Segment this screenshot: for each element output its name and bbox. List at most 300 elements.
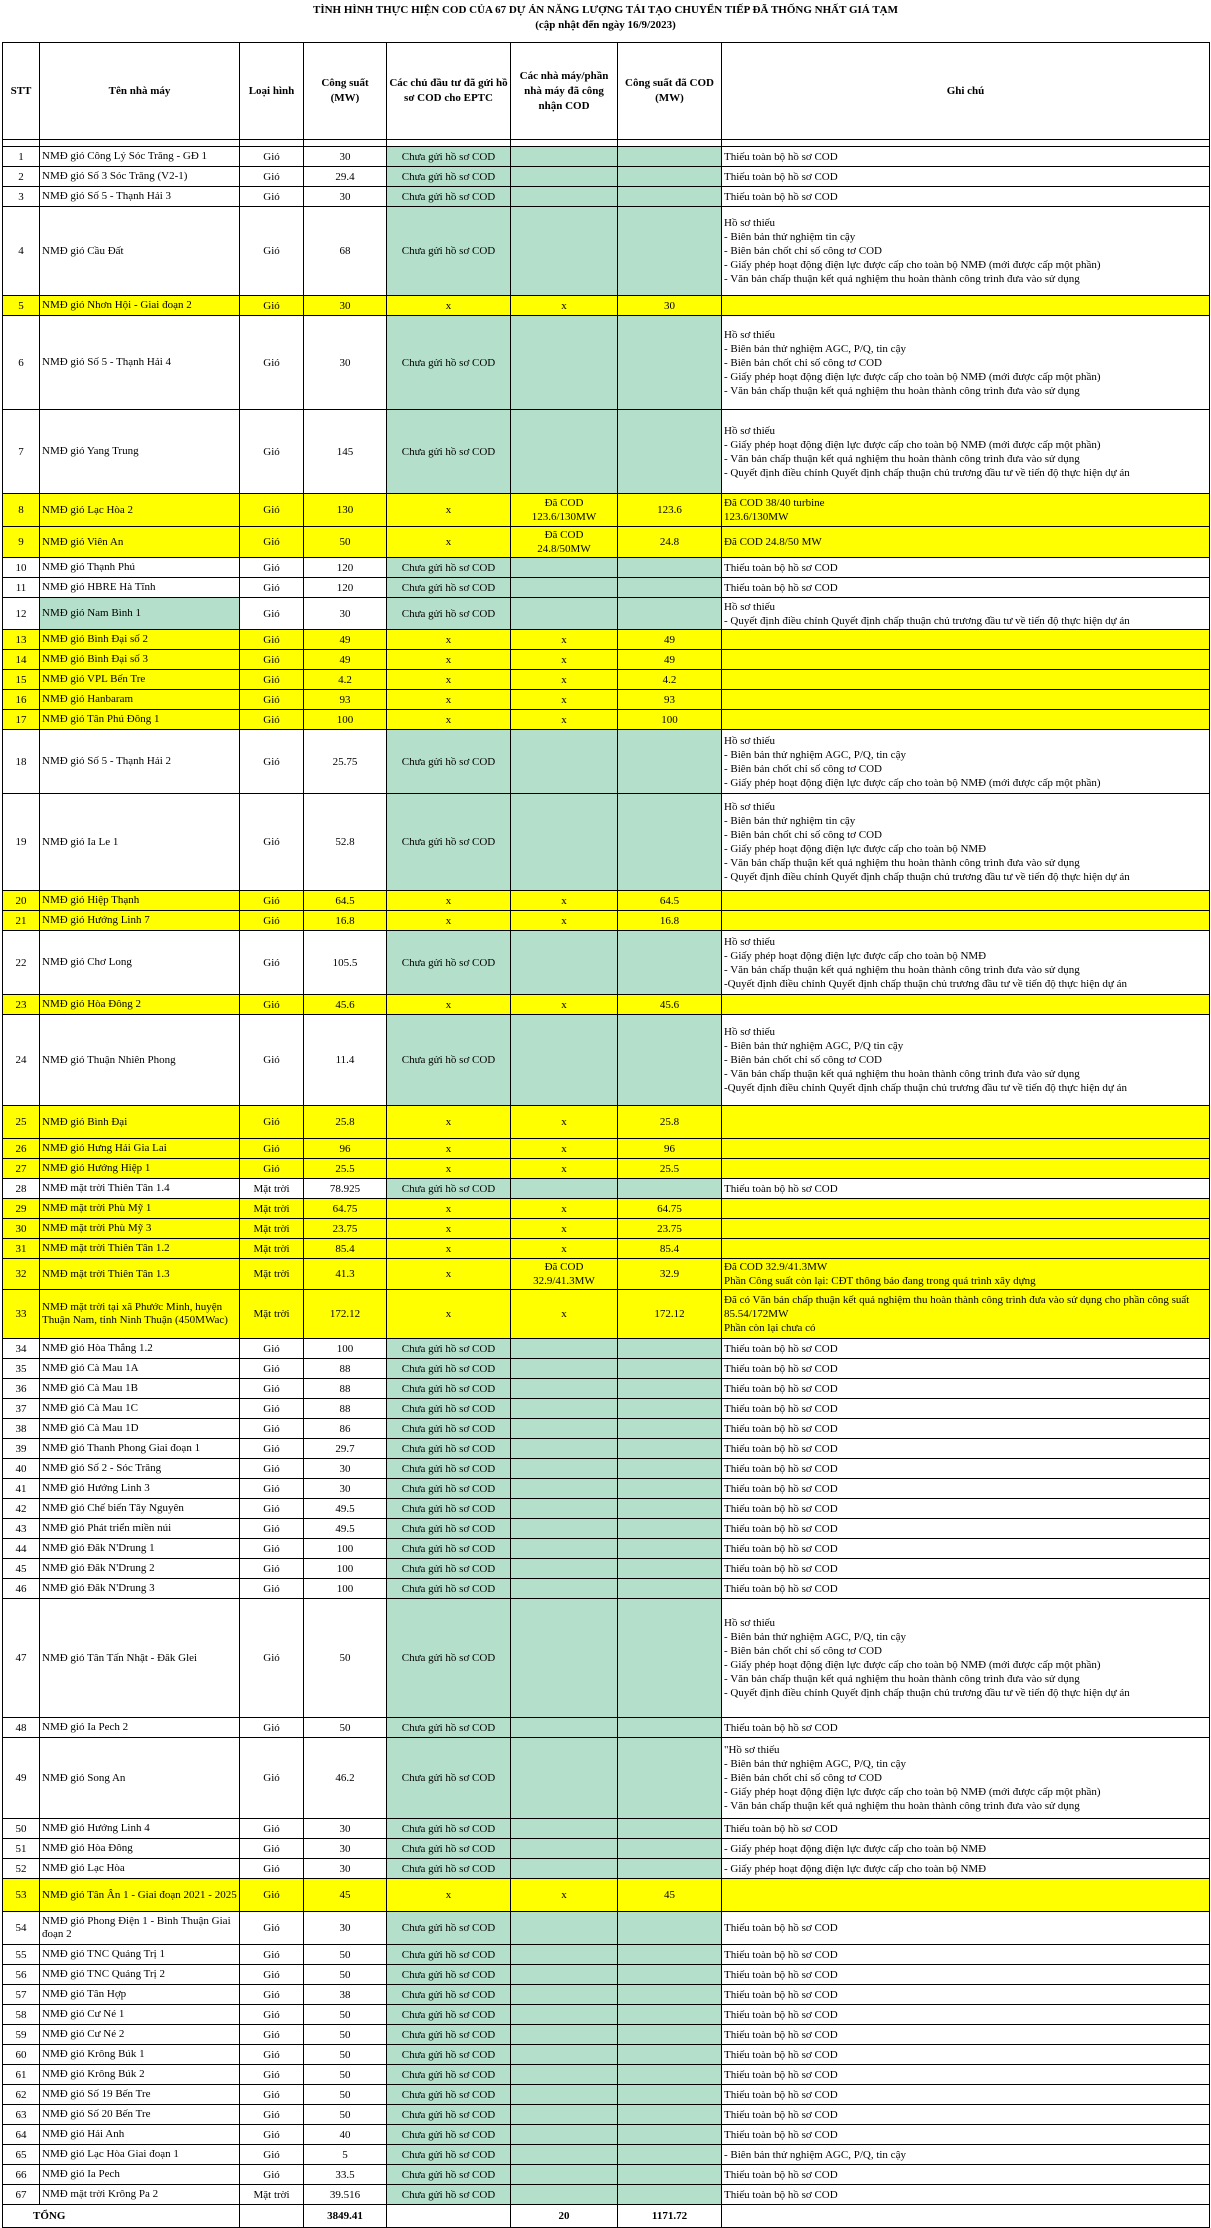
- row-sent-cod: x: [387, 630, 511, 650]
- row-plant-name: NMĐ gió Hướng Linh 3: [40, 1479, 240, 1499]
- row-type: Gió: [240, 794, 304, 891]
- row-plant-name: NMĐ gió Hướng Linh 4: [40, 1819, 240, 1839]
- row-capacity: 105.5: [304, 931, 387, 995]
- table-row: [3, 2005, 1210, 2025]
- row-sent-cod: Chưa gửi hồ sơ COD: [387, 730, 511, 794]
- row-capacity: 5: [304, 2145, 387, 2165]
- row-sent-cod: Chưa gửi hồ sơ COD: [387, 1839, 511, 1859]
- header-cod-capacity: Công suất đã COD (MW): [618, 43, 722, 140]
- row-type: Gió: [240, 1579, 304, 1599]
- row-stt: 60: [3, 2045, 40, 2065]
- table-row: [3, 730, 1210, 794]
- row-recognized-cod: x: [511, 1239, 618, 1259]
- row-sent-cod: Chưa gửi hồ sơ COD: [387, 1379, 511, 1399]
- row-plant-name: NMĐ gió Nhơn Hội - Giai đoạn 2: [40, 296, 240, 316]
- row-plant-name: NMĐ gió Lạc Hòa Giai đoạn 1: [40, 2145, 240, 2165]
- row-type: Gió: [240, 1819, 304, 1839]
- row-sent-cod: Chưa gửi hồ sơ COD: [387, 2085, 511, 2105]
- row-stt: 8: [3, 494, 40, 527]
- table-row: [3, 1419, 1210, 1439]
- row-recognized-cod: x: [511, 911, 618, 931]
- row-sent-cod: Chưa gửi hồ sơ COD: [387, 1359, 511, 1379]
- row-cod-capacity: 49: [618, 650, 722, 670]
- table-row: [3, 1219, 1210, 1239]
- row-sent-cod: Chưa gửi hồ sơ COD: [387, 1819, 511, 1839]
- row-cod-capacity: [618, 316, 722, 410]
- table-row: [3, 710, 1210, 730]
- row-plant-name: NMĐ gió Thanh Phong Giai đoạn 1: [40, 1439, 240, 1459]
- row-sent-cod: x: [387, 710, 511, 730]
- row-sent-cod: x: [387, 690, 511, 710]
- row-recognized-cod: [511, 147, 618, 167]
- row-cod-capacity: [618, 794, 722, 891]
- row-note: - Giấy phép hoạt động điện lực được cấp cho toàn bộ NMĐ: [722, 1839, 1210, 1859]
- table-row: [3, 2165, 1210, 2185]
- table-row: [3, 598, 1210, 630]
- table-row: [3, 2085, 1210, 2105]
- row-stt: 17: [3, 710, 40, 730]
- row-capacity: 30: [304, 1912, 387, 1945]
- row-stt: 22: [3, 931, 40, 995]
- row-type: Gió: [240, 911, 304, 931]
- row-sent-cod: Chưa gửi hồ sơ COD: [387, 1559, 511, 1579]
- row-recognized-cod: [511, 2105, 618, 2125]
- row-plant-name: NMĐ gió Krông Búk 1: [40, 2045, 240, 2065]
- row-recognized-cod: [511, 931, 618, 995]
- total-capacity: 3849.41: [304, 2205, 387, 2228]
- row-cod-capacity: 25.8: [618, 1106, 722, 1139]
- row-type: Gió: [240, 1139, 304, 1159]
- table-row: [3, 1239, 1210, 1259]
- row-recognized-cod: [511, 598, 618, 630]
- total-empty-type: [240, 2205, 304, 2228]
- row-type: Mặt trời: [240, 1259, 304, 1290]
- row-capacity: 30: [304, 1839, 387, 1859]
- row-type: Gió: [240, 1419, 304, 1439]
- header-type: Loại hình: [240, 43, 304, 140]
- table-row: [3, 2065, 1210, 2085]
- row-cod-capacity: [618, 1945, 722, 1965]
- table-row: [3, 494, 1210, 527]
- row-plant-name: NMĐ gió Số 20 Bến Tre: [40, 2105, 240, 2125]
- row-recognized-cod: [511, 1439, 618, 1459]
- row-stt: 3: [3, 187, 40, 207]
- row-plant-name: NMĐ gió Tân Hợp: [40, 1985, 240, 2005]
- row-note: [722, 650, 1210, 670]
- row-note: Hồ sơ thiếu - Quyết định điều chỉnh Quyết định chấp thuận chủ trương đầu tư về tiến độ thực hiện dự án: [722, 598, 1210, 630]
- row-note: Hồ sơ thiếu - Biên bản thử nghiệm AGC, P/Q, tin cậy - Biên bản chốt chỉ số công tơ COD - Giấy phép hoạt động điện lực được cấp cho toàn bộ NMĐ (mới được cấp một phần): [722, 730, 1210, 794]
- row-stt: 46: [3, 1579, 40, 1599]
- row-capacity: 46.2: [304, 1738, 387, 1819]
- row-note: Thiếu toàn bộ hồ sơ COD: [722, 187, 1210, 207]
- row-stt: 21: [3, 911, 40, 931]
- table-row: [3, 1859, 1210, 1879]
- table-row: [3, 1015, 1210, 1106]
- row-recognized-cod: [511, 2025, 618, 2045]
- row-plant-name: NMĐ gió Ia Pech: [40, 2165, 240, 2185]
- row-recognized-cod: [511, 794, 618, 891]
- row-type: Gió: [240, 1106, 304, 1139]
- row-plant-name: NMĐ gió Số 5 - Thạnh Hải 3: [40, 187, 240, 207]
- row-recognized-cod: [511, 1459, 618, 1479]
- row-stt: 38: [3, 1419, 40, 1439]
- row-plant-name: NMĐ gió Cư Né 2: [40, 2025, 240, 2045]
- row-sent-cod: Chưa gửi hồ sơ COD: [387, 1339, 511, 1359]
- row-cod-capacity: [618, 1479, 722, 1499]
- row-note: Thiếu toàn bộ hồ sơ COD: [722, 2025, 1210, 2045]
- row-sent-cod: x: [387, 1159, 511, 1179]
- row-plant-name: NMĐ gió Hướng Hiệp 1: [40, 1159, 240, 1179]
- row-stt: 64: [3, 2125, 40, 2145]
- row-capacity: 50: [304, 2105, 387, 2125]
- row-type: Gió: [240, 1985, 304, 2005]
- row-cod-capacity: [618, 578, 722, 598]
- row-plant-name: NMĐ gió Đăk N'Drung 3: [40, 1579, 240, 1599]
- table-row: [3, 1439, 1210, 1459]
- row-type: Gió: [240, 578, 304, 598]
- row-capacity: 30: [304, 296, 387, 316]
- row-recognized-cod: [511, 1015, 618, 1106]
- row-plant-name: NMĐ gió Cà Mau 1D: [40, 1419, 240, 1439]
- row-plant-name: NMĐ gió Cà Mau 1A: [40, 1359, 240, 1379]
- row-type: Gió: [240, 410, 304, 494]
- row-sent-cod: Chưa gửi hồ sơ COD: [387, 1015, 511, 1106]
- row-type: Gió: [240, 1379, 304, 1399]
- row-stt: 25: [3, 1106, 40, 1139]
- row-recognized-cod: x: [511, 995, 618, 1015]
- row-recognized-cod: [511, 1859, 618, 1879]
- row-sent-cod: Chưa gửi hồ sơ COD: [387, 558, 511, 578]
- row-recognized-cod: [511, 1479, 618, 1499]
- table-row: [3, 1539, 1210, 1559]
- row-note: Thiếu toàn bộ hồ sơ COD: [722, 1499, 1210, 1519]
- row-stt: 18: [3, 730, 40, 794]
- row-capacity: 64.5: [304, 891, 387, 911]
- row-note: Thiếu toàn bộ hồ sơ COD: [722, 2045, 1210, 2065]
- row-capacity: 23.75: [304, 1219, 387, 1239]
- row-stt: 14: [3, 650, 40, 670]
- row-sent-cod: x: [387, 1139, 511, 1159]
- subtitle-text: (cập nhật đến ngày 16/9/2023): [535, 19, 676, 31]
- row-recognized-cod: x: [511, 1879, 618, 1912]
- row-cod-capacity: [618, 1985, 722, 2005]
- row-type: Gió: [240, 2045, 304, 2065]
- row-plant-name: NMĐ gió Lạc Hòa: [40, 1859, 240, 1879]
- row-plant-name: NMĐ gió Cầu Đất: [40, 207, 240, 296]
- row-cod-capacity: [618, 1399, 722, 1419]
- total-cod-count: 20: [511, 2205, 618, 2228]
- row-sent-cod: x: [387, 891, 511, 911]
- row-type: Gió: [240, 931, 304, 995]
- row-type: Gió: [240, 558, 304, 578]
- table-row: [3, 1359, 1210, 1379]
- row-cod-capacity: 49: [618, 630, 722, 650]
- row-cod-capacity: 93: [618, 690, 722, 710]
- row-type: Gió: [240, 2065, 304, 2085]
- row-type: Gió: [240, 1459, 304, 1479]
- row-type: Gió: [240, 1945, 304, 1965]
- row-sent-cod: Chưa gửi hồ sơ COD: [387, 598, 511, 630]
- row-note: [722, 630, 1210, 650]
- row-capacity: 172.12: [304, 1290, 387, 1339]
- row-note: [722, 1199, 1210, 1219]
- row-stt: 56: [3, 1965, 40, 1985]
- row-plant-name: NMĐ gió Đăk N'Drung 2: [40, 1559, 240, 1579]
- row-plant-name: NMĐ gió Hòa Thắng 1.2: [40, 1339, 240, 1359]
- row-type: Gió: [240, 1859, 304, 1879]
- row-sent-cod: x: [387, 527, 511, 558]
- row-cod-capacity: 96: [618, 1139, 722, 1159]
- row-plant-name: NMĐ gió Ia Pech 2: [40, 1718, 240, 1738]
- row-plant-name: NMĐ gió Cà Mau 1C: [40, 1399, 240, 1419]
- table-row: [3, 2045, 1210, 2065]
- table-row: [3, 1579, 1210, 1599]
- row-sent-cod: Chưa gửi hồ sơ COD: [387, 1599, 511, 1718]
- row-sent-cod: Chưa gửi hồ sơ COD: [387, 1179, 511, 1199]
- table-row: [3, 1879, 1210, 1912]
- row-cod-capacity: [618, 2165, 722, 2185]
- row-capacity: 40: [304, 2125, 387, 2145]
- row-sent-cod: Chưa gửi hồ sơ COD: [387, 187, 511, 207]
- row-cod-capacity: 64.5: [618, 891, 722, 911]
- row-note: Thiếu toàn bộ hồ sơ COD: [722, 2105, 1210, 2125]
- row-plant-name: NMĐ gió Hòa Đông 2: [40, 995, 240, 1015]
- row-plant-name: NMĐ gió Tân Phú Đông 1: [40, 710, 240, 730]
- row-plant-name: NMĐ mặt trời tại xã Phước Minh, huyện Thuận Nam, tỉnh Ninh Thuận (450MWac): [40, 1290, 240, 1339]
- row-note: Thiếu toàn bộ hồ sơ COD: [722, 1819, 1210, 1839]
- row-capacity: 145: [304, 410, 387, 494]
- row-type: Gió: [240, 1339, 304, 1359]
- row-plant-name: NMĐ gió Hải Anh: [40, 2125, 240, 2145]
- total-empty-sent: [387, 2205, 511, 2228]
- row-sent-cod: Chưa gửi hồ sơ COD: [387, 1399, 511, 1419]
- row-plant-name: NMĐ gió Viên An: [40, 527, 240, 558]
- row-note: [722, 670, 1210, 690]
- row-cod-capacity: 4.2: [618, 670, 722, 690]
- row-type: Gió: [240, 1879, 304, 1912]
- row-stt: 35: [3, 1359, 40, 1379]
- row-type: Gió: [240, 2005, 304, 2025]
- row-cod-capacity: [618, 1559, 722, 1579]
- row-type: Gió: [240, 1599, 304, 1718]
- row-note: Thiếu toàn bộ hồ sơ COD: [722, 1559, 1210, 1579]
- row-plant-name: NMĐ gió Bình Đại số 2: [40, 630, 240, 650]
- row-capacity: 50: [304, 1945, 387, 1965]
- row-recognized-cod: x: [511, 1159, 618, 1179]
- row-capacity: 29.7: [304, 1439, 387, 1459]
- row-note: [722, 1239, 1210, 1259]
- row-sent-cod: x: [387, 1219, 511, 1239]
- row-recognized-cod: x: [511, 710, 618, 730]
- row-stt: 58: [3, 2005, 40, 2025]
- row-stt: 28: [3, 1179, 40, 1199]
- row-note: Thiếu toàn bộ hồ sơ COD: [722, 2165, 1210, 2185]
- row-cod-capacity: [618, 1179, 722, 1199]
- row-cod-capacity: [618, 931, 722, 995]
- table-row: [3, 316, 1210, 410]
- row-plant-name: NMĐ mặt trời Krông Pa 2: [40, 2185, 240, 2205]
- table-row: [3, 630, 1210, 650]
- row-sent-cod: Chưa gửi hồ sơ COD: [387, 1439, 511, 1459]
- table-row: [3, 1399, 1210, 1419]
- row-recognized-cod: [511, 1419, 618, 1439]
- row-sent-cod: x: [387, 1199, 511, 1219]
- row-recognized-cod: [511, 1599, 618, 1718]
- row-type: Gió: [240, 316, 304, 410]
- row-plant-name: NMĐ mặt trời Phù Mỹ 1: [40, 1199, 240, 1219]
- row-recognized-cod: [511, 558, 618, 578]
- row-stt: 33: [3, 1290, 40, 1339]
- row-plant-name: NMĐ gió Song An: [40, 1738, 240, 1819]
- table-row: [3, 1179, 1210, 1199]
- row-plant-name: NMĐ gió Hiệp Thạnh: [40, 891, 240, 911]
- row-sent-cod: Chưa gửi hồ sơ COD: [387, 1985, 511, 2005]
- table-row: [3, 1945, 1210, 1965]
- row-cod-capacity: [618, 2005, 722, 2025]
- table-row: [3, 1339, 1210, 1359]
- row-note: Thiếu toàn bộ hồ sơ COD: [722, 1179, 1210, 1199]
- row-capacity: 30: [304, 1459, 387, 1479]
- row-plant-name: NMĐ gió Cư Né 1: [40, 2005, 240, 2025]
- row-recognized-cod: [511, 1965, 618, 1985]
- row-cod-capacity: [618, 1579, 722, 1599]
- row-plant-name: NMĐ gió Thuận Nhiên Phong: [40, 1015, 240, 1106]
- row-cod-capacity: 25.5: [618, 1159, 722, 1179]
- row-sent-cod: Chưa gửi hồ sơ COD: [387, 1459, 511, 1479]
- row-plant-name: NMĐ gió HBRE Hà Tĩnh: [40, 578, 240, 598]
- row-type: Mặt trời: [240, 1179, 304, 1199]
- row-sent-cod: x: [387, 1239, 511, 1259]
- row-stt: 27: [3, 1159, 40, 1179]
- row-recognized-cod: [511, 410, 618, 494]
- table-row: [3, 1199, 1210, 1219]
- row-plant-name: NMĐ gió Đăk N'Drung 1: [40, 1539, 240, 1559]
- row-recognized-cod: [511, 1819, 618, 1839]
- row-plant-name: NMĐ gió Nam Bình 1: [40, 598, 240, 630]
- table-row: [3, 690, 1210, 710]
- row-stt: 5: [3, 296, 40, 316]
- row-stt: 31: [3, 1239, 40, 1259]
- row-stt: 67: [3, 2185, 40, 2205]
- row-stt: 49: [3, 1738, 40, 1819]
- row-type: Gió: [240, 1159, 304, 1179]
- table-row: [3, 167, 1210, 187]
- row-plant-name: NMĐ gió VPL Bến Tre: [40, 670, 240, 690]
- row-capacity: 30: [304, 1819, 387, 1839]
- row-recognized-cod: Đã COD 32.9/41.3MW: [511, 1259, 618, 1290]
- row-stt: 6: [3, 316, 40, 410]
- row-recognized-cod: [511, 1179, 618, 1199]
- row-sent-cod: Chưa gửi hồ sơ COD: [387, 1965, 511, 1985]
- row-note: Thiếu toàn bộ hồ sơ COD: [722, 1459, 1210, 1479]
- row-cod-capacity: 85.4: [618, 1239, 722, 1259]
- row-note: [722, 995, 1210, 1015]
- row-sent-cod: x: [387, 494, 511, 527]
- row-type: Mặt trời: [240, 1199, 304, 1219]
- row-cod-capacity: [618, 1499, 722, 1519]
- row-capacity: 86: [304, 1419, 387, 1439]
- row-recognized-cod: [511, 316, 618, 410]
- row-cod-capacity: 30: [618, 296, 722, 316]
- table-row: [3, 578, 1210, 598]
- row-recognized-cod: [511, 2005, 618, 2025]
- row-note: Thiếu toàn bộ hồ sơ COD: [722, 1945, 1210, 1965]
- table-row: [3, 2125, 1210, 2145]
- row-capacity: 85.4: [304, 1239, 387, 1259]
- header-capacity: Công suất (MW): [304, 43, 387, 140]
- row-cod-capacity: 172.12: [618, 1290, 722, 1339]
- row-recognized-cod: [511, 207, 618, 296]
- row-note: [722, 296, 1210, 316]
- row-recognized-cod: [511, 1945, 618, 1965]
- row-type: Gió: [240, 2165, 304, 2185]
- row-recognized-cod: [511, 187, 618, 207]
- table-row: [3, 1559, 1210, 1579]
- row-note: [722, 911, 1210, 931]
- table-row: [3, 1738, 1210, 1819]
- table-row: [3, 891, 1210, 911]
- row-capacity: 52.8: [304, 794, 387, 891]
- table-row: [3, 1459, 1210, 1479]
- table-row: [3, 1106, 1210, 1139]
- row-stt: 23: [3, 995, 40, 1015]
- row-capacity: 33.5: [304, 2165, 387, 2185]
- row-stt: 16: [3, 690, 40, 710]
- row-capacity: 45.6: [304, 995, 387, 1015]
- row-note: Thiếu toàn bộ hồ sơ COD: [722, 1339, 1210, 1359]
- row-cod-capacity: [618, 558, 722, 578]
- row-type: Gió: [240, 1718, 304, 1738]
- table-body: [3, 140, 1210, 2205]
- row-recognized-cod: [511, 1738, 618, 1819]
- row-stt: 2: [3, 167, 40, 187]
- row-type: Gió: [240, 1499, 304, 1519]
- row-type: Gió: [240, 2025, 304, 2045]
- table-row: [3, 1819, 1210, 1839]
- row-recognized-cod: x: [511, 670, 618, 690]
- row-capacity: 130: [304, 494, 387, 527]
- row-recognized-cod: [511, 1839, 618, 1859]
- row-plant-name: NMĐ gió Số 5 - Thạnh Hải 4: [40, 316, 240, 410]
- row-recognized-cod: [511, 1912, 618, 1945]
- row-cod-capacity: [618, 207, 722, 296]
- header-plant-name: Tên nhà máy: [40, 43, 240, 140]
- row-note: Hồ sơ thiếu - Biên bản thử nghiệm tin cậy - Biên bản chốt chỉ số công tơ COD - Giấy phép hoạt động điện lực được cấp cho toàn bộ NMĐ - Văn bản chấp thuận kết quả nghiệm thu hoàn thành công trình đưa vào sử dụng - Quyết định điều chỉnh Quyết định chấp thuận chủ trương đầu tư về tiến độ thực hiện dự án: [722, 794, 1210, 891]
- row-recognized-cod: [511, 1379, 618, 1399]
- row-cod-capacity: [618, 1859, 722, 1879]
- row-stt: 40: [3, 1459, 40, 1479]
- row-type: Gió: [240, 650, 304, 670]
- row-recognized-cod: Đã COD 24.8/50MW: [511, 527, 618, 558]
- row-plant-name: NMĐ mặt trời Thiên Tân 1.4: [40, 1179, 240, 1199]
- row-recognized-cod: x: [511, 296, 618, 316]
- row-note: [722, 1159, 1210, 1179]
- row-cod-capacity: [618, 147, 722, 167]
- row-cod-capacity: [618, 1965, 722, 1985]
- row-cod-capacity: [618, 2065, 722, 2085]
- row-cod-capacity: [618, 1539, 722, 1559]
- row-stt: 55: [3, 1945, 40, 1965]
- row-note: [722, 710, 1210, 730]
- row-capacity: 50: [304, 2085, 387, 2105]
- row-plant-name: NMĐ gió Tân Ân 1 - Giai đoạn 2021 - 2025: [40, 1879, 240, 1912]
- row-capacity: 25.8: [304, 1106, 387, 1139]
- row-type: Gió: [240, 296, 304, 316]
- row-sent-cod: Chưa gửi hồ sơ COD: [387, 2025, 511, 2045]
- row-sent-cod: x: [387, 1879, 511, 1912]
- table-row: [3, 2025, 1210, 2045]
- row-note: Thiếu toàn bộ hồ sơ COD: [722, 1718, 1210, 1738]
